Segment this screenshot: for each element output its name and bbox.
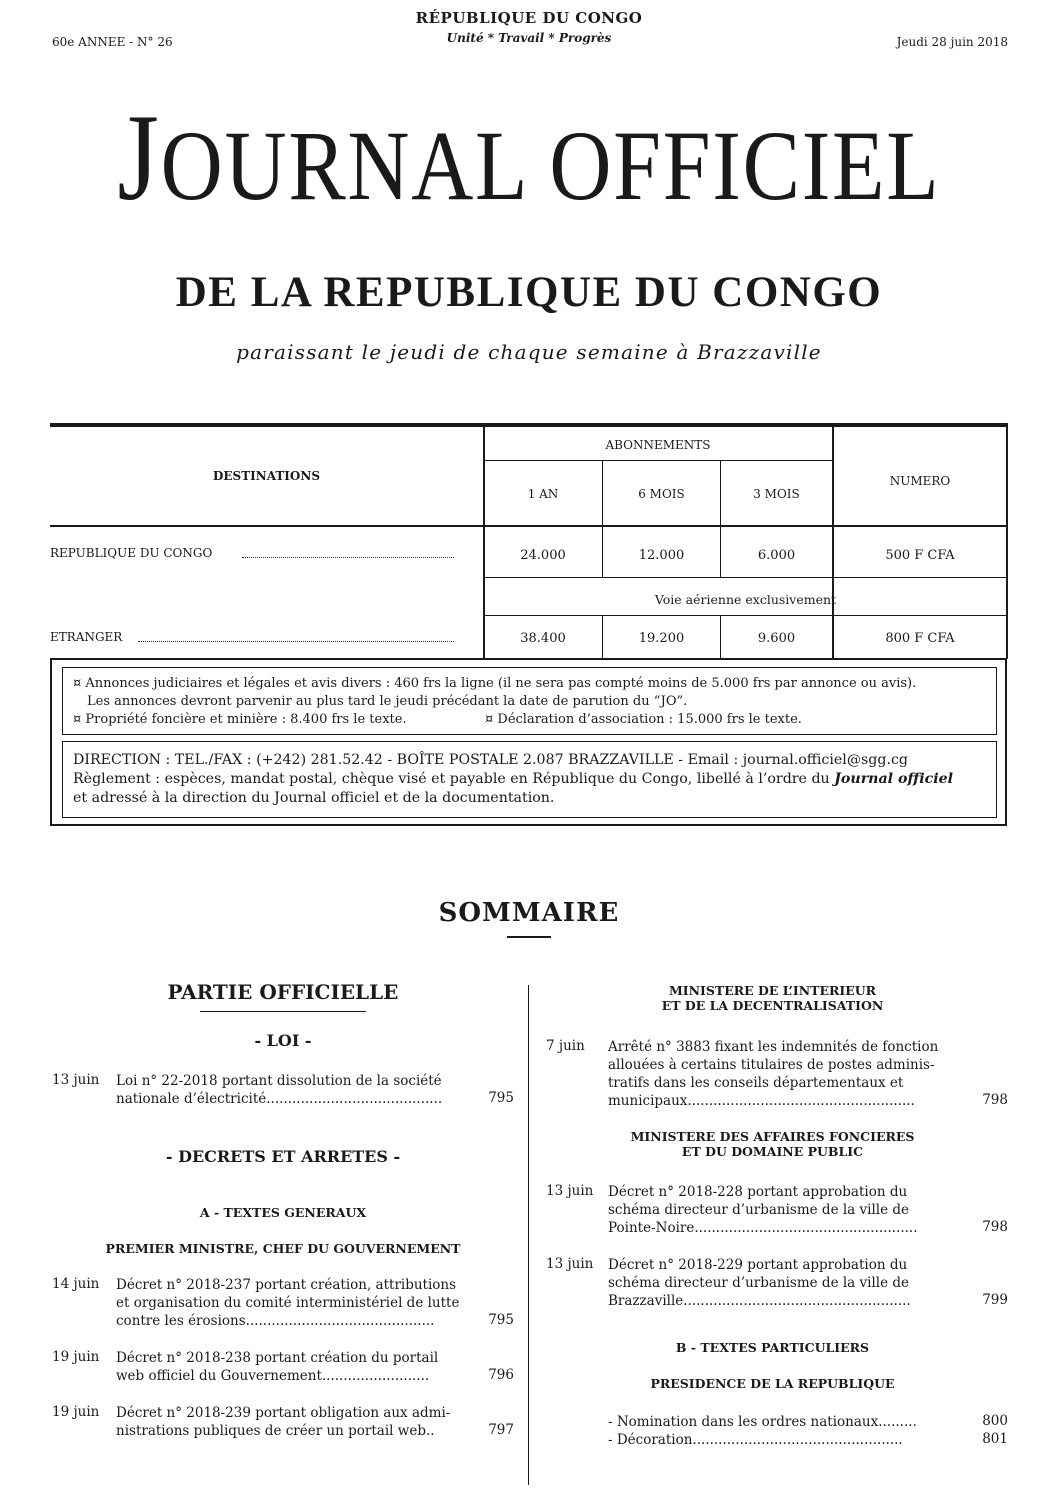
toc-entry[interactable] <box>608 1038 938 1110</box>
entry-text: Arrêté n° 3883 fixant les indemnités de fonction <box>608 1039 939 1055</box>
dot-leader <box>242 557 454 558</box>
air-mail-note: Voie aérienne exclusivement <box>654 592 837 607</box>
entry-text: schéma directeur d’urbanisme de la ville de <box>608 1275 909 1291</box>
entry-date: 13 juin <box>546 1256 594 1272</box>
notice-line: ¤ Annonces judiciaires et légales et avis divers : 460 frs la ligne (il ne sera pas compté moins de 5.000 frs par annonce ou avis). <box>73 676 917 691</box>
column-divider <box>528 985 529 1485</box>
sommaire-rule <box>507 936 551 938</box>
payment-payee: Journal officiel <box>834 771 954 787</box>
table-header-rule <box>50 525 1008 527</box>
republic-heading: RÉPUBLIQUE DU CONGO <box>415 9 643 27</box>
toc-entry[interactable] <box>116 1349 438 1385</box>
entry-text: schéma directeur d’urbanisme de la ville de <box>608 1202 909 1218</box>
entry-date: 7 juin <box>546 1038 585 1054</box>
notice-line: ¤ Déclaration d’association : 15.000 frs le texte. <box>485 712 802 727</box>
entry-date: 14 juin <box>52 1276 100 1292</box>
direction-box <box>62 741 997 818</box>
entry-text: web officiel du Gouvernement......................... <box>116 1368 430 1384</box>
entry-text: Décret n° 2018-228 portant approbation du <box>608 1184 908 1200</box>
entry-page: 796 <box>488 1367 514 1383</box>
premier-ministre-heading: PREMIER MINISTRE, CHEF DU GOUVERNEMENT <box>105 1241 461 1256</box>
issue-number: 60e ANNEE - N° 26 <box>52 35 173 49</box>
partie-rule <box>200 1011 366 1012</box>
toc-entry[interactable]: - Décoration................................................. <box>608 1432 903 1448</box>
partie-officielle-heading: PARTIE OFFICIELLE <box>167 980 399 1004</box>
col-header-period: 3 MOIS <box>753 487 800 501</box>
decrets-heading: - DECRETS ET ARRETES - <box>165 1147 401 1166</box>
entry-text: Pointe-Noire.................................................... <box>608 1220 918 1236</box>
journal-title-rest: OURNAL OFFICIEL <box>160 110 941 221</box>
toc-entry[interactable]: - Nomination dans les ordres nationaux......... <box>608 1414 917 1430</box>
loi-heading: - LOI - <box>254 1031 312 1050</box>
col-header-numero: NUMERO <box>889 474 951 488</box>
table-hline <box>484 460 833 461</box>
destination-label: ETRANGER <box>50 630 123 644</box>
table-vline <box>483 427 485 659</box>
textes-generaux-heading: A - TEXTES GENERAUX <box>199 1205 367 1220</box>
entry-text: et organisation du comité interministériel de lutte <box>116 1295 460 1311</box>
entry-page: 795 <box>488 1090 514 1106</box>
issue-date: Jeudi 28 juin 2018 <box>896 35 1008 49</box>
toc-entry[interactable] <box>608 1183 918 1237</box>
table-cell: 24.000 <box>520 548 566 563</box>
payment-line <box>73 770 953 788</box>
entry-page: 798 <box>982 1092 1008 1108</box>
col-header-abonnements: ABONNEMENTS <box>605 438 711 452</box>
entry-page: 799 <box>982 1292 1008 1308</box>
notices-box <box>62 667 997 735</box>
entry-page: 797 <box>488 1422 514 1438</box>
destination-label: REPUBLIQUE DU CONGO <box>50 546 213 560</box>
table-top-rule <box>50 423 1008 427</box>
table-cell: 6.000 <box>757 548 796 563</box>
heading-line: ET DE LA DECENTRALISATION <box>661 998 884 1013</box>
entry-text: Décret n° 2018-229 portant approbation du <box>608 1257 908 1273</box>
notice-line: ¤ Propriété foncière et minière : 8.400 frs le texte. <box>73 712 407 727</box>
heading-line: MINISTERE DE L’INTERIEUR <box>668 983 877 998</box>
table-hline <box>484 615 1007 616</box>
journal-title-initial: J <box>117 89 161 226</box>
journal-tagline: paraissant le jeudi de chaque semaine à Brazzaville <box>236 340 822 364</box>
journal-title <box>74 89 984 226</box>
toc-entry[interactable] <box>116 1072 442 1108</box>
entry-page: 795 <box>488 1312 514 1328</box>
table-vline <box>1006 427 1008 659</box>
journal-subtitle: DE LA REPUBLIQUE DU CONGO <box>175 269 883 316</box>
col-header-period: 1 AN <box>527 487 559 501</box>
entry-date: 19 juin <box>52 1349 100 1365</box>
col-header-destinations: DESTINATIONS <box>212 469 320 483</box>
toc-entry[interactable] <box>116 1276 459 1330</box>
ministere-foncieres-heading <box>545 1129 1000 1159</box>
payment-text: Règlement : espèces, mandat postal, chèque visé et payable en République du Congo, libellé à l’ordre du <box>73 771 835 787</box>
table-hline <box>484 577 1007 578</box>
entry-date: 13 juin <box>52 1072 100 1088</box>
entry-text: contre les érosions............................................ <box>116 1313 435 1329</box>
entry-text: tratifs dans les conseils départementaux et <box>608 1075 904 1091</box>
entry-date: 19 juin <box>52 1404 100 1420</box>
table-cell-numero: 800 F CFA <box>885 631 955 646</box>
entry-page: 798 <box>982 1219 1008 1235</box>
address-line: et adressé à la direction du Journal officiel et de la documentation. <box>73 790 555 806</box>
national-motto: Unité * Travail * Progrès <box>446 31 612 45</box>
entry-text: Décret n° 2018-237 portant création, attributions <box>116 1277 457 1293</box>
table-cell: 19.200 <box>638 631 685 646</box>
table-row-destination <box>50 546 460 560</box>
table-row-destination <box>50 630 460 644</box>
entry-text: nistrations publiques de créer un portail web.. <box>116 1423 435 1439</box>
table-vline <box>832 427 834 659</box>
entry-page: 801 <box>982 1431 1008 1447</box>
textes-particuliers-heading: B - TEXTES PARTICULIERS <box>675 1340 870 1355</box>
entry-text: allouées à certains titulaires de postes adminis- <box>608 1057 935 1073</box>
ministere-interieur-heading <box>545 983 1000 1013</box>
presidence-heading: PRESIDENCE DE LA REPUBLIQUE <box>650 1376 895 1391</box>
entry-text: Brazzaville..................................................... <box>608 1293 911 1309</box>
heading-line: ET DU DOMAINE PUBLIC <box>681 1144 864 1159</box>
toc-entry[interactable] <box>116 1404 450 1440</box>
toc-entry[interactable] <box>608 1256 911 1310</box>
entry-text: municipaux..................................................... <box>608 1093 915 1109</box>
entry-text: nationale d’électricité......................................... <box>116 1091 443 1107</box>
direction-line: DIRECTION : TEL./FAX : (+242) 281.52.42 - BOÎTE POSTALE 2.087 BRAZZAVILLE - Email : journal.officiel@sgg.cg <box>73 752 908 768</box>
heading-line: MINISTERE DES AFFAIRES FONCIERES <box>630 1129 915 1144</box>
entry-text: Décret n° 2018-238 portant création du portail <box>116 1350 439 1366</box>
entry-date: 13 juin <box>546 1183 594 1199</box>
col-header-period: 6 MOIS <box>638 487 685 501</box>
entry-text: Décret n° 2018-239 portant obligation aux admi- <box>116 1405 451 1421</box>
dot-leader <box>138 641 454 642</box>
table-cell-numero: 500 F CFA <box>885 548 955 563</box>
table-cell: 38.400 <box>520 631 566 646</box>
table-cell: 9.600 <box>757 631 796 646</box>
sommaire-title: SOMMAIRE <box>438 898 620 928</box>
table-cell: 12.000 <box>638 548 685 563</box>
notice-line: Les annonces devront parvenir au plus tard le jeudi précédant la date de parution du “JO”. <box>87 694 688 709</box>
entry-text: Loi n° 22-2018 portant dissolution de la société <box>116 1073 442 1089</box>
entry-page: 800 <box>982 1413 1008 1429</box>
